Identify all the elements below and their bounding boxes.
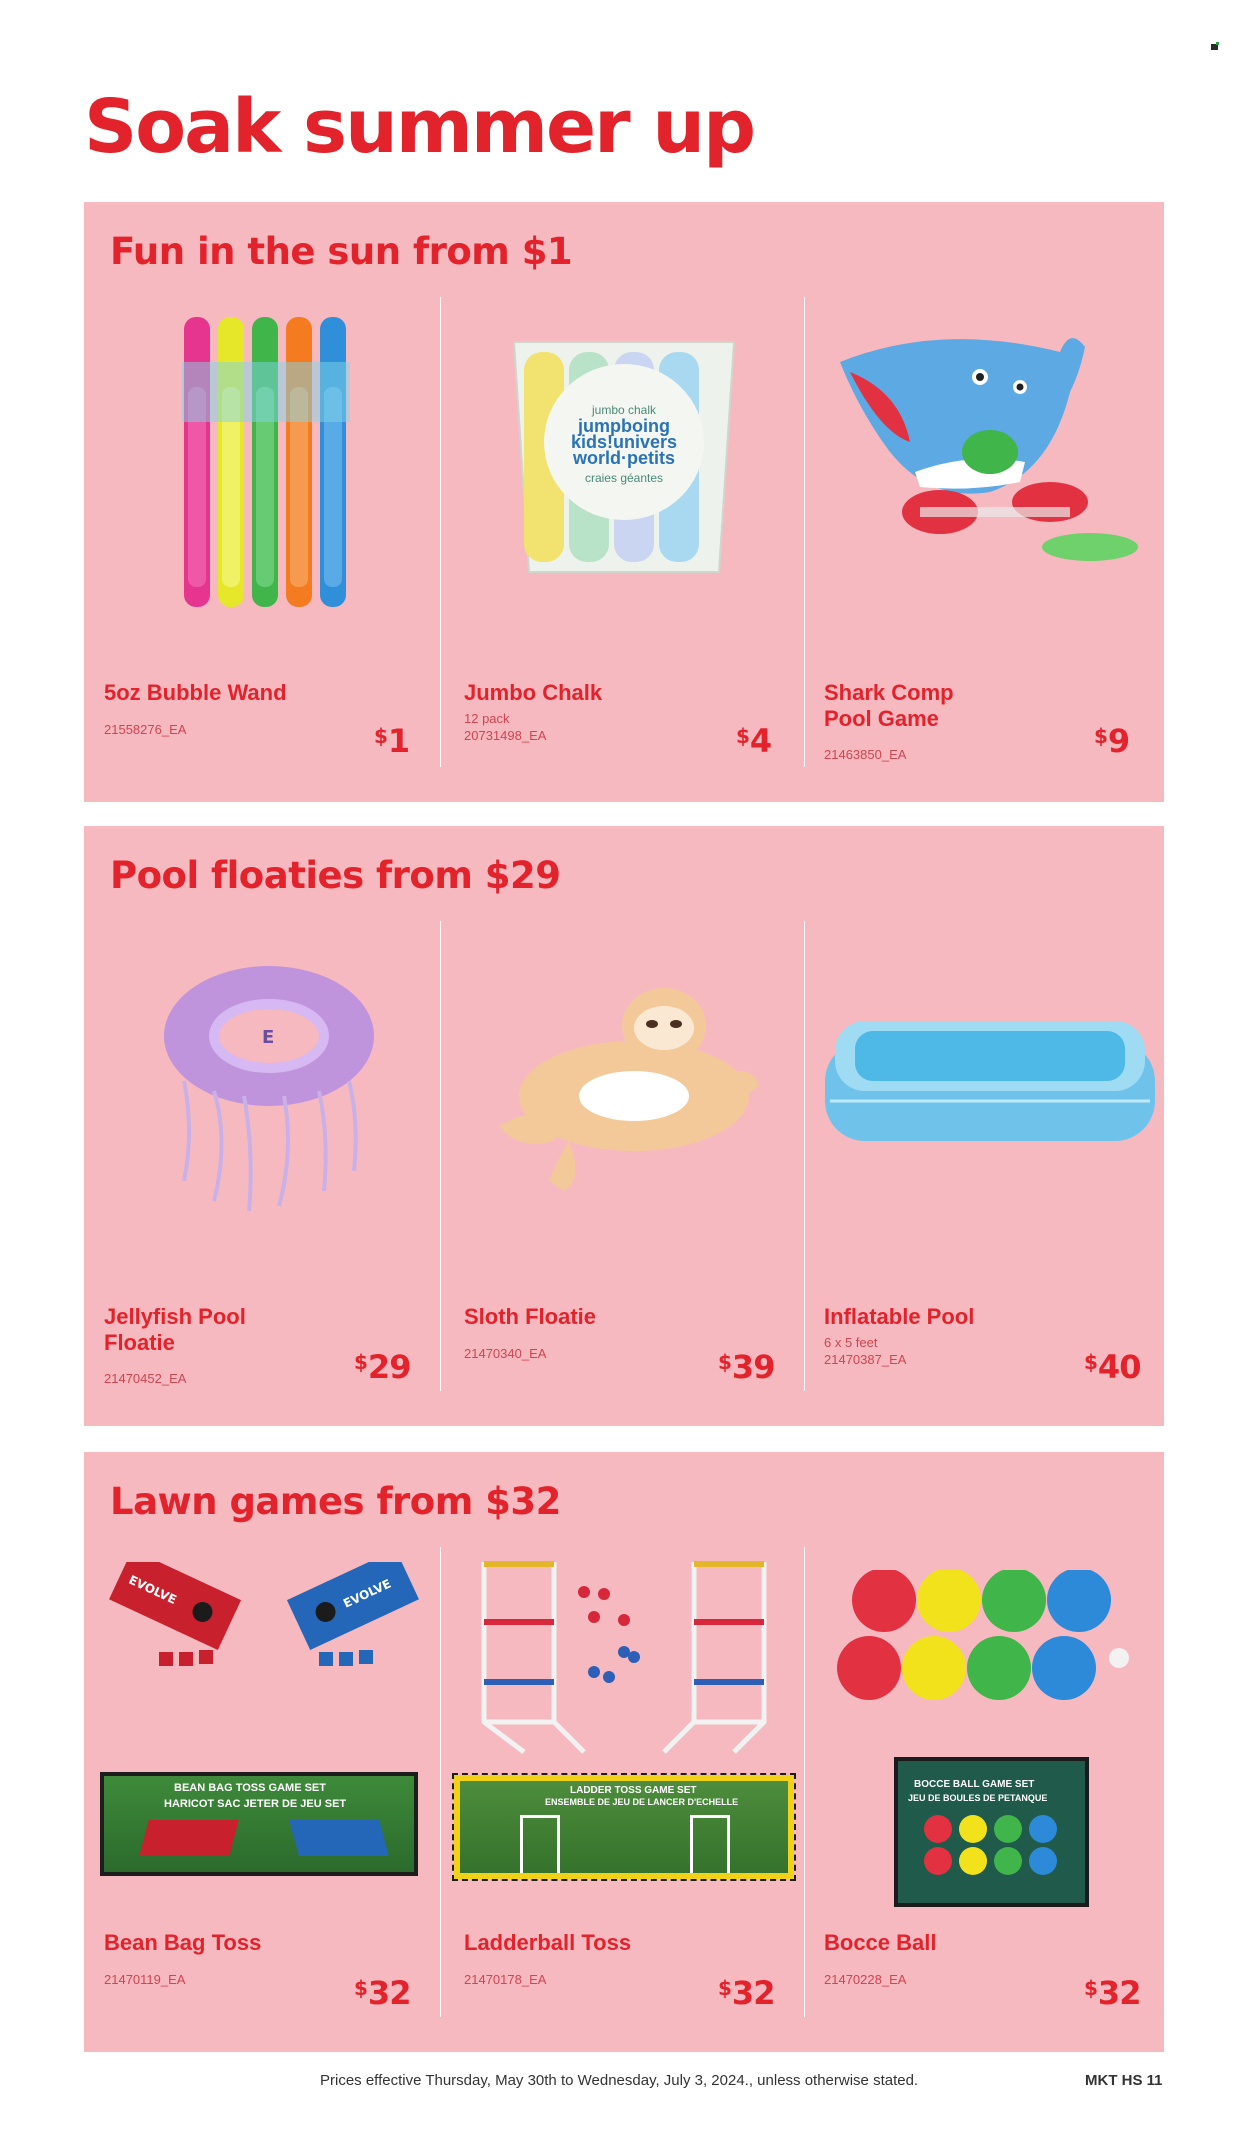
page-code: MKT HS 11 [1085, 2072, 1163, 2089]
box-board-blue [289, 1820, 389, 1856]
chalk-label-line: world·petits [573, 448, 675, 468]
jellyfish-floatie-icon [154, 951, 384, 1221]
section-lawn-games [84, 1452, 1164, 2052]
product-card-bean-bag-toss[interactable] [84, 1452, 444, 2052]
product-price: $32 [1084, 1974, 1141, 2012]
product-price: $29 [354, 1348, 411, 1386]
product-desc: 12 pack [464, 711, 510, 726]
box-board-red [139, 1820, 239, 1856]
box-ladder [690, 1815, 730, 1875]
product-name: Sloth Floatie [464, 1304, 596, 1329]
chalk-label-line: jumbo chalk [591, 403, 657, 417]
page-title: Soak summer up [84, 84, 755, 170]
product-price: $32 [354, 1974, 411, 2012]
product-desc: 6 x 5 feet [824, 1335, 878, 1350]
product-sku: 21558276_EA [104, 722, 187, 737]
box-title-fr: JEU DE BOULES DE PETANQUE [908, 1793, 1048, 1803]
product-price: $1 [374, 722, 410, 760]
product-name: Ladderball Toss [464, 1930, 632, 1955]
board-brand: EVOLVE [126, 1572, 179, 1607]
product-price: $39 [718, 1348, 775, 1386]
brand-logo-icon [1210, 42, 1220, 52]
product-card-bubble-wand[interactable] [84, 202, 444, 802]
product-card-sloth-floatie[interactable] [444, 826, 804, 1426]
section-title: Lawn games from $32 [110, 1480, 561, 1523]
section-title: Fun in the sun from $1 [110, 230, 573, 273]
product-sku: 21470452_EA [104, 1371, 187, 1386]
bubble-wand-icon [174, 307, 364, 617]
section-title: Pool floaties from $29 [110, 854, 561, 897]
sloth-floatie-icon [474, 966, 774, 1206]
bean-bag-toss-icon [104, 1562, 434, 1672]
box-title-fr: ENSEMBLE DE JEU DE LANCER D'ECHELLE [545, 1797, 739, 1807]
product-card-bocce-ball[interactable] [804, 1452, 1164, 2052]
box-title: LADDER TOSS GAME SET [570, 1785, 697, 1796]
product-sku: 20731498_EA [464, 728, 547, 743]
product-name: Bean Bag Toss [104, 1930, 262, 1955]
product-name: Inflatable Pool [824, 1304, 975, 1329]
product-box [454, 1775, 794, 1879]
chalk-label-line: jumpboing [578, 416, 670, 436]
box-ladder [520, 1815, 560, 1875]
product-name: Jellyfish Pool Floatie [104, 1304, 246, 1355]
box-title: BEAN BAG TOSS GAME SET [174, 1782, 326, 1794]
ladderball-icon [464, 1552, 784, 1762]
product-sku: 21470119_EA [104, 1972, 186, 1987]
product-name: Bocce Ball [824, 1930, 937, 1955]
product-card-ladderball-toss[interactable] [444, 1452, 804, 2052]
product-card-inflatable-pool[interactable] [804, 826, 1164, 1426]
product-name: 5oz Bubble Wand [104, 680, 287, 705]
product-sku: 21470228_EA [824, 1972, 907, 1987]
chalk-label-line: kids!univers [570, 432, 678, 452]
product-sku: 21470178_EA [464, 1972, 547, 1987]
product-name: Jumbo Chalk [464, 680, 603, 705]
box-balls [918, 1811, 1068, 1881]
box-title: BOCCE BALL GAME SET [914, 1779, 1035, 1790]
bocce-ball-icon [834, 1570, 1134, 1710]
product-sku: 21463850_EA [824, 747, 907, 762]
product-card-shark-game[interactable] [804, 202, 1164, 802]
chalk-label-line: craies géantes [584, 471, 664, 485]
product-sku: 21470340_EA [464, 1346, 547, 1361]
product-card-jumbo-chalk[interactable] [444, 202, 804, 802]
shark-toy-icon [820, 332, 1150, 592]
product-box [894, 1757, 1089, 1907]
product-price: $40 [1084, 1348, 1141, 1386]
product-price: $32 [718, 1974, 775, 2012]
svg-text:E: E [262, 1027, 275, 1048]
section-pool-floaties [84, 826, 1164, 1426]
product-box [100, 1772, 418, 1876]
product-price: $4 [736, 722, 772, 760]
chalk-label [564, 402, 684, 486]
product-sku: 21470387_EA [824, 1352, 907, 1367]
footer-disclaimer: Prices effective Thursday, May 30th to Wednesday, July 3, 2024., unless otherwise stated. [320, 2072, 919, 2089]
section-fun-in-the-sun [84, 202, 1164, 802]
inflatable-pool-icon [820, 1011, 1160, 1151]
product-name: Shark Comp Pool Game [824, 680, 954, 731]
box-title-fr: HARICOT SAC JETER DE JEU SET [164, 1798, 347, 1810]
product-price: $9 [1094, 722, 1130, 760]
board-brand: EVOLVE [341, 1576, 394, 1611]
product-card-jellyfish-floatie[interactable] [84, 826, 444, 1426]
